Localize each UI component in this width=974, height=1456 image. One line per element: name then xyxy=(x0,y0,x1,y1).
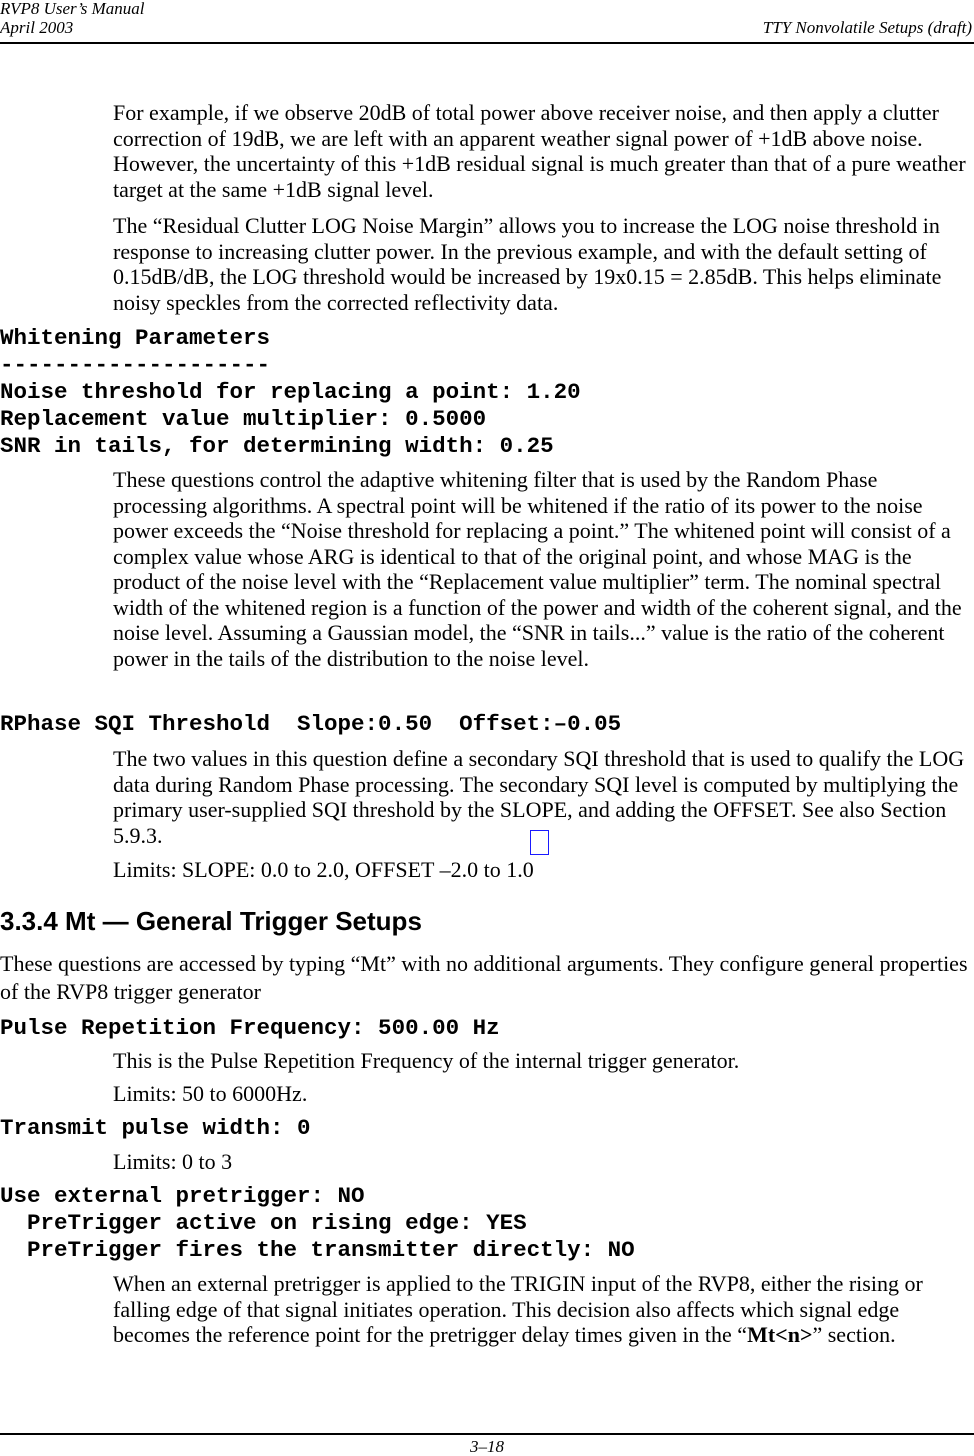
section-heading: 3.3.4 Mt — General Trigger Setups xyxy=(0,906,422,936)
header-rule xyxy=(0,42,974,44)
snr-tails-line: SNR in tails, for determining width: 0.25 xyxy=(0,433,554,459)
publication-date: April 2003 xyxy=(0,18,74,37)
pretrigger-rising-edge-line: PreTrigger active on rising edge: YES xyxy=(0,1210,527,1236)
pretrigger-description xyxy=(113,1271,973,1348)
section-intro: These questions are accessed by typing “Mt” with no additional arguments. They configure general properties of the RVP8 trigger generator xyxy=(0,951,968,1004)
transmit-pulse-width-line: Transmit pulse width: 0 xyxy=(0,1115,311,1141)
mt-n-reference: Mt<n> xyxy=(747,1322,813,1347)
page-number: 3–18 xyxy=(470,1437,504,1456)
prf-line: Pulse Repetition Frequency: 500.00 Hz xyxy=(0,1015,500,1041)
manual-title: RVP8 User’s Manual xyxy=(0,0,145,18)
clutter-example-paragraph: For example, if we observe 20dB of total power above receiver noise, and then apply a clutter correction of 19dB, we are left with an apparent weather signal power of +1dB above noise. However, the uncertainty of this +1dB residual signal is much greater than that of a pure weather target at the same +1dB signal level. xyxy=(113,100,966,202)
pretrigger-fires-transmitter-line: PreTrigger fires the transmitter directly: NO xyxy=(0,1237,635,1263)
rphase-limits: Limits: SLOPE: 0.0 to 2.0, OFFSET –2.0 to 1.0 xyxy=(113,857,534,882)
whitening-description: These questions control the adaptive whitening filter that is used by the Random Phase processing algorithms. A spectral point will be whitened if the ratio of its power to the noise power exceeds the “Noise threshold for replacing a point.” The whitened point will consist of a complex value whose ARG is identical to that of the original point, and whose MAG is the product of the noise level with the “Replacement value multiplier” term. The nominal spectral width of the whitened region is a function of the power and width of the coherent signal, and the noise level. Assuming a Gaussian model, the “SNR in tails...” value is the ratio of the coherent power in the tails of the distribution to the noise level. xyxy=(113,467,962,671)
section-title: TTY Nonvolatile Setups (draft) xyxy=(762,18,972,37)
whitening-title: Whitening Parameters xyxy=(0,325,271,351)
rphase-description: The two values in this question define a secondary SQI threshold that is used to qualify the LOG data during Random Phase processing. The secondary SQI level is computed by multiplying the primary user-supplied SQI threshold by the SLOPE, and adding the OFFSET. See also Section 5.9.3. xyxy=(113,746,965,848)
transmit-pulse-width-limits: Limits: 0 to 3 xyxy=(113,1149,233,1174)
noise-margin-paragraph: The “Residual Clutter LOG Noise Margin” allows you to increase the LOG noise threshold in response to increasing clutter power. In the previous example, and with the default setting of 0.15dB/dB, the LOG threshold would be increased by 19x0.15 = 2.85dB. This helps eliminate noisy speckles from the corrected reflectivity data. xyxy=(113,213,942,315)
pretrigger-description-text: When an external pretrigger is applied to the TRIGIN input of the RVP8, either the rising or falling edge of that signal initiates operation. This decision also affects which signal edge becomes the reference point for the pretrigger delay times given in the “ xyxy=(113,1271,923,1347)
whitening-underline: -------------------- xyxy=(0,352,271,378)
prf-limits: Limits: 50 to 6000Hz. xyxy=(113,1081,308,1106)
replacement-multiplier-line: Replacement value multiplier: 0.5000 xyxy=(0,406,487,432)
rphase-sqi-line: RPhase SQI Threshold Slope:0.50 Offset:–0.05 xyxy=(0,711,622,737)
footer-rule xyxy=(0,1433,974,1435)
noise-threshold-line: Noise threshold for replacing a point: 1.20 xyxy=(0,379,581,405)
prf-description: This is the Pulse Repetition Frequency of the internal trigger generator. xyxy=(113,1048,740,1073)
pretrigger-description-tail: ” section. xyxy=(812,1322,896,1347)
section-cross-reference-link[interactable] xyxy=(530,830,549,855)
external-pretrigger-line: Use external pretrigger: NO xyxy=(0,1183,365,1209)
